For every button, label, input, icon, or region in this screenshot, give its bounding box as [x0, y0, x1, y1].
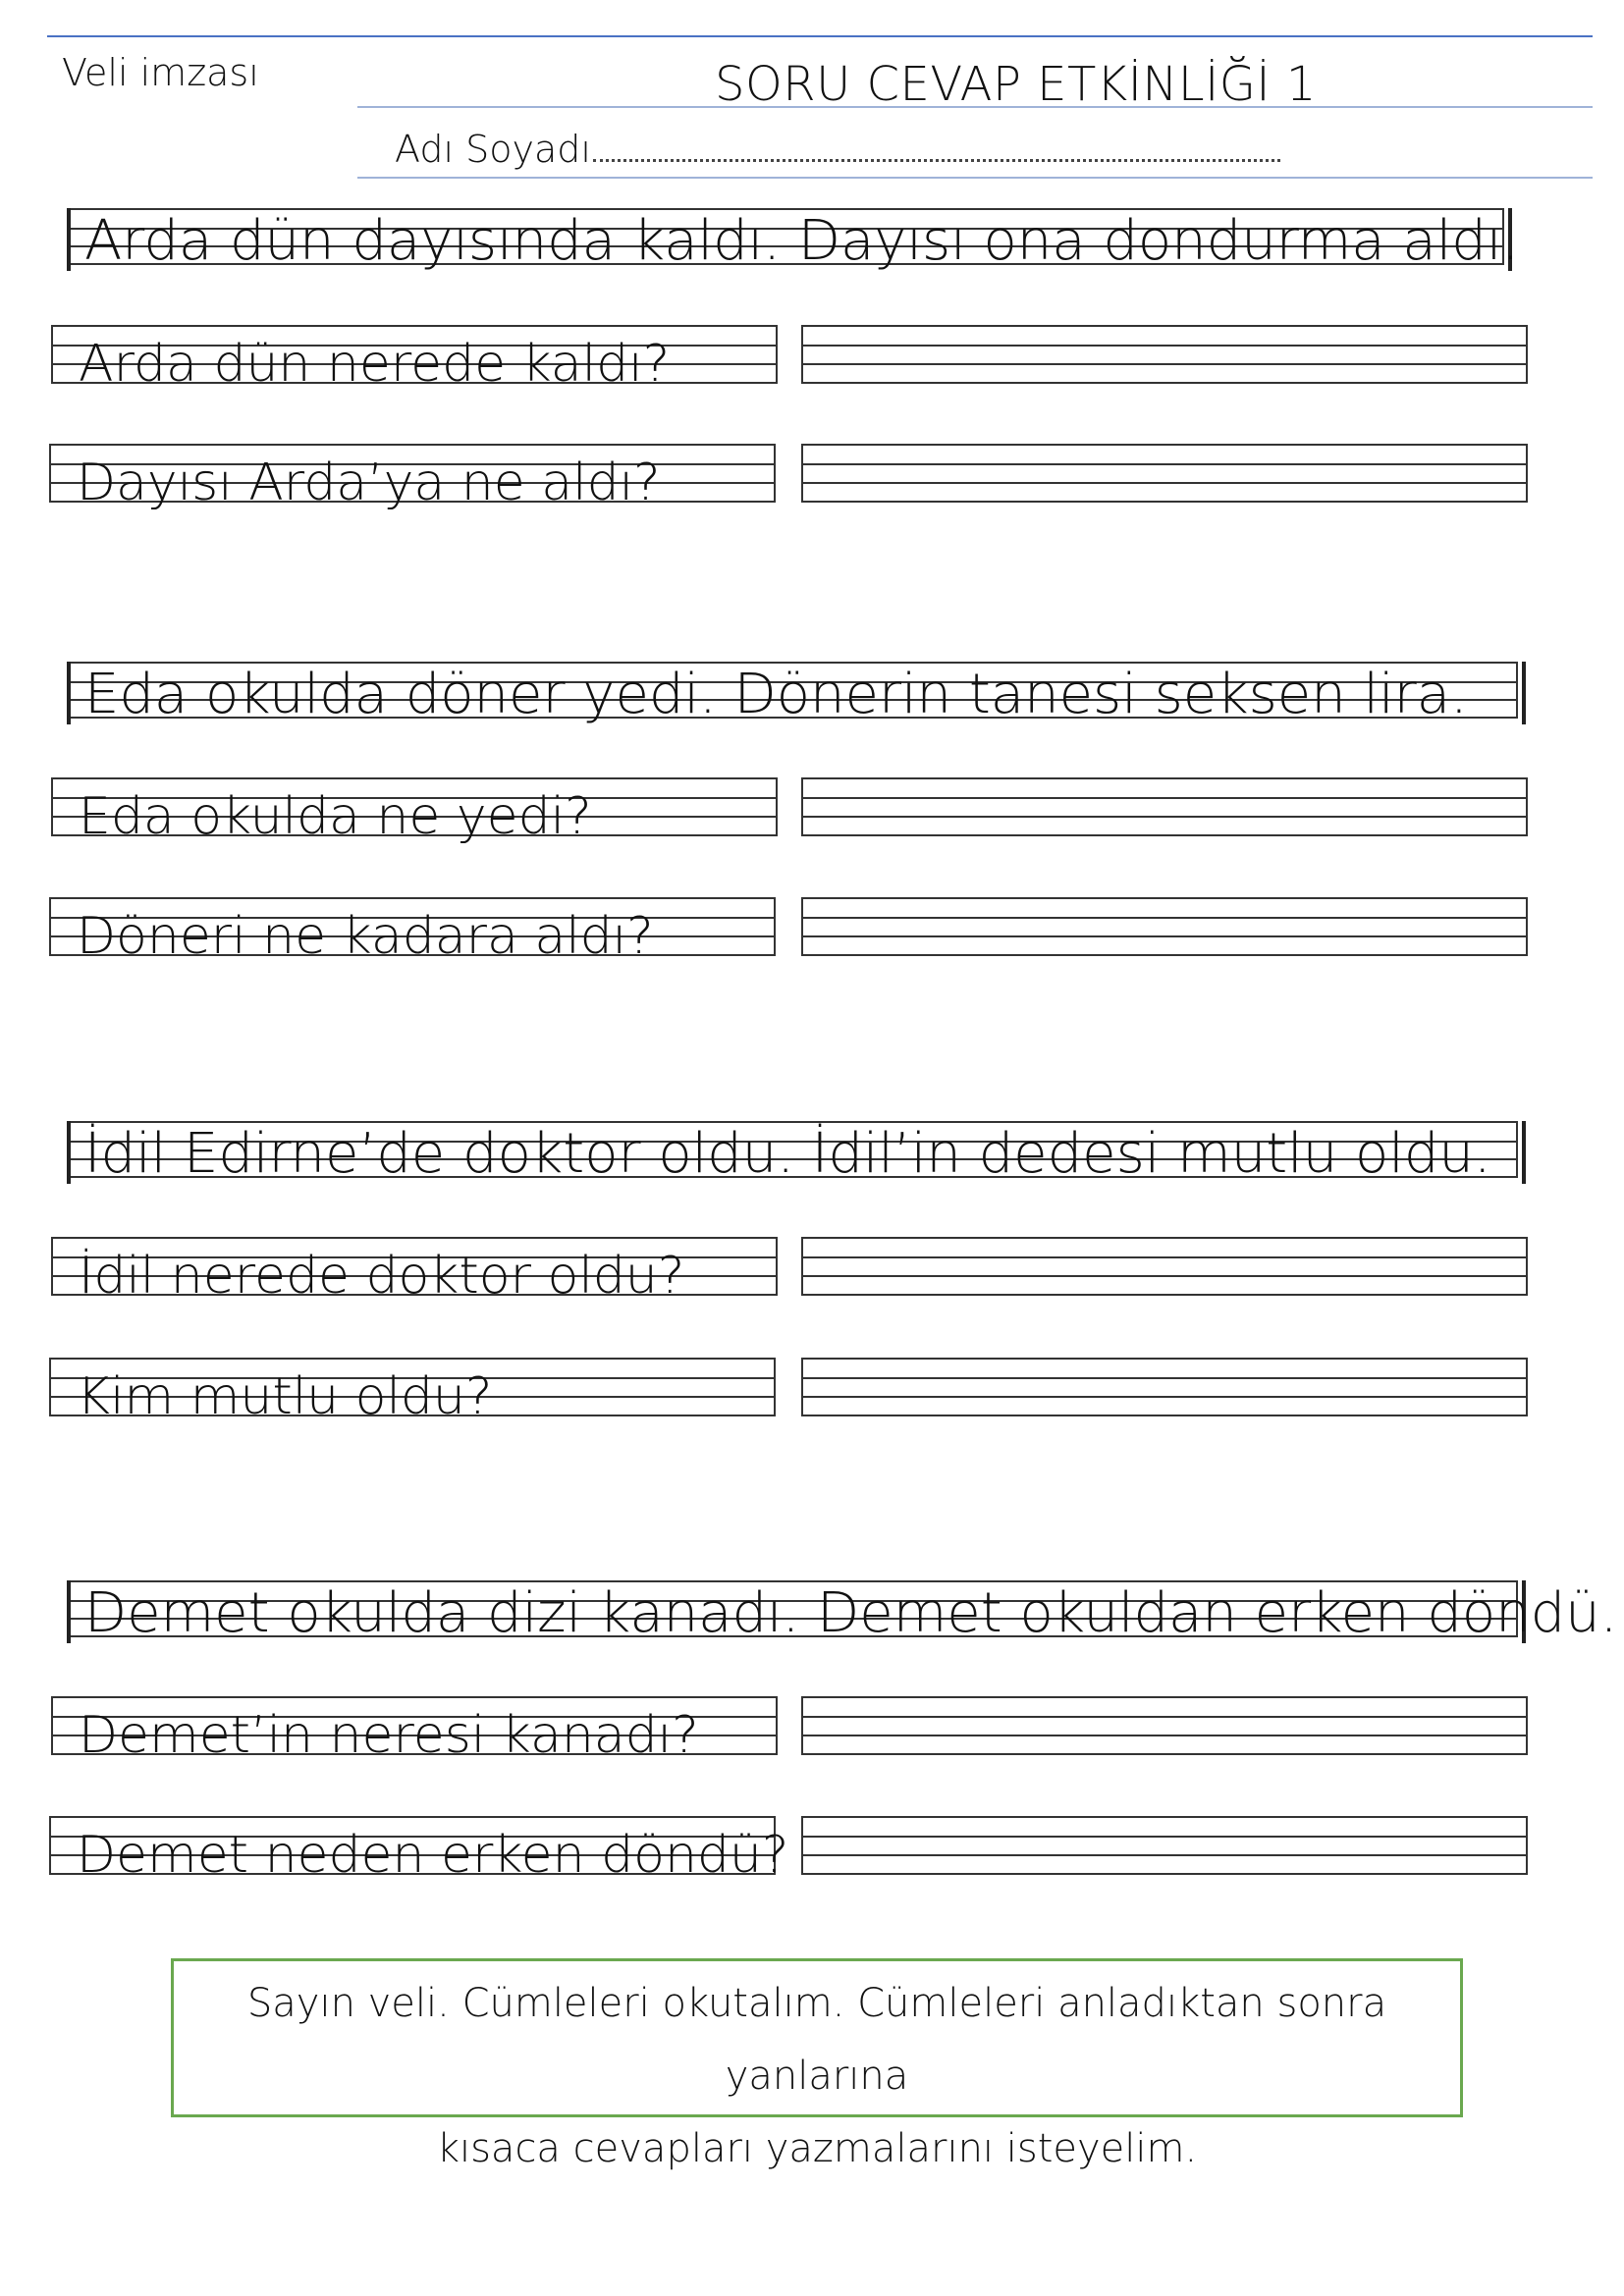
top-rule	[47, 35, 1593, 37]
strip-end-bar	[1522, 1121, 1526, 1184]
answer-field[interactable]	[801, 1696, 1528, 1755]
question-text: Arda dün nerede kaldı?	[79, 335, 671, 394]
sentence-strip	[69, 208, 1520, 273]
strip-start-bar	[67, 208, 71, 271]
question-strip	[51, 777, 778, 846]
answer-field[interactable]	[801, 444, 1528, 503]
name-underline	[357, 177, 1593, 179]
answer-field[interactable]	[801, 777, 1528, 836]
question-text: Dayısı Arda’ya ne aldı?	[77, 454, 661, 512]
page-title: SORU CEVAP ETKİNLİĞİ 1	[715, 57, 1317, 112]
answer-field[interactable]	[801, 1237, 1528, 1296]
answer-field[interactable]	[801, 1816, 1528, 1875]
strip-start-bar	[67, 662, 71, 724]
parent-signature-label: Veli imzası	[62, 51, 259, 94]
sentence-text: Demet okulda dizi kanadı. Demet okuldan erken döndü.	[84, 1581, 1618, 1645]
sentence-strip	[69, 1580, 1618, 1645]
strip-end-bar	[1522, 662, 1526, 724]
strip-start-bar	[67, 1580, 71, 1643]
name-dotted-line	[593, 158, 1280, 162]
question-strip	[51, 1237, 778, 1306]
strip-start-bar	[67, 1121, 71, 1184]
question-strip	[49, 897, 776, 966]
sentence-strip	[69, 662, 1518, 726]
question-strip	[49, 1358, 776, 1426]
question-strip	[51, 1696, 778, 1765]
question-strip	[49, 1816, 789, 1885]
name-label: Adı Soyadı	[395, 128, 591, 171]
sentence-text: Eda okulda döner yedi. Dönerin tanesi seksen lira.	[84, 663, 1468, 726]
sentence-strip	[69, 1121, 1518, 1186]
sentence-text: Arda dün dayısında kaldı. Dayısı ona dondurma aldı.	[84, 209, 1520, 273]
question-text: Demet’in neresi kanadı?	[79, 1706, 699, 1765]
answer-field[interactable]	[801, 1358, 1528, 1416]
answer-field[interactable]	[801, 325, 1528, 384]
question-strip	[51, 325, 778, 394]
name-field[interactable]	[395, 128, 1280, 171]
question-strip	[49, 444, 776, 512]
question-text: Döneri ne kadara aldı?	[77, 907, 654, 966]
parent-note-line-2: kısaca cevapları yazmalarını isteyelim.	[436, 2126, 1198, 2171]
question-text: Eda okulda ne yedi?	[79, 787, 592, 846]
parent-note-box	[171, 1958, 1463, 2171]
parent-note-line-1: Sayın veli. Cümleleri okutalım. Cümleleri anladıktan sonra yanlarına	[246, 1981, 1387, 2099]
question-text: Demet neden erken döndü?	[77, 1826, 789, 1885]
question-text: İdil nerede doktor oldu?	[79, 1247, 685, 1306]
question-text: Kim mutlu oldu?	[77, 1367, 493, 1426]
answer-field[interactable]	[801, 897, 1528, 956]
sentence-text: İdil Edirne’de doktor oldu. İdil’in dedesi mutlu oldu.	[84, 1122, 1491, 1186]
